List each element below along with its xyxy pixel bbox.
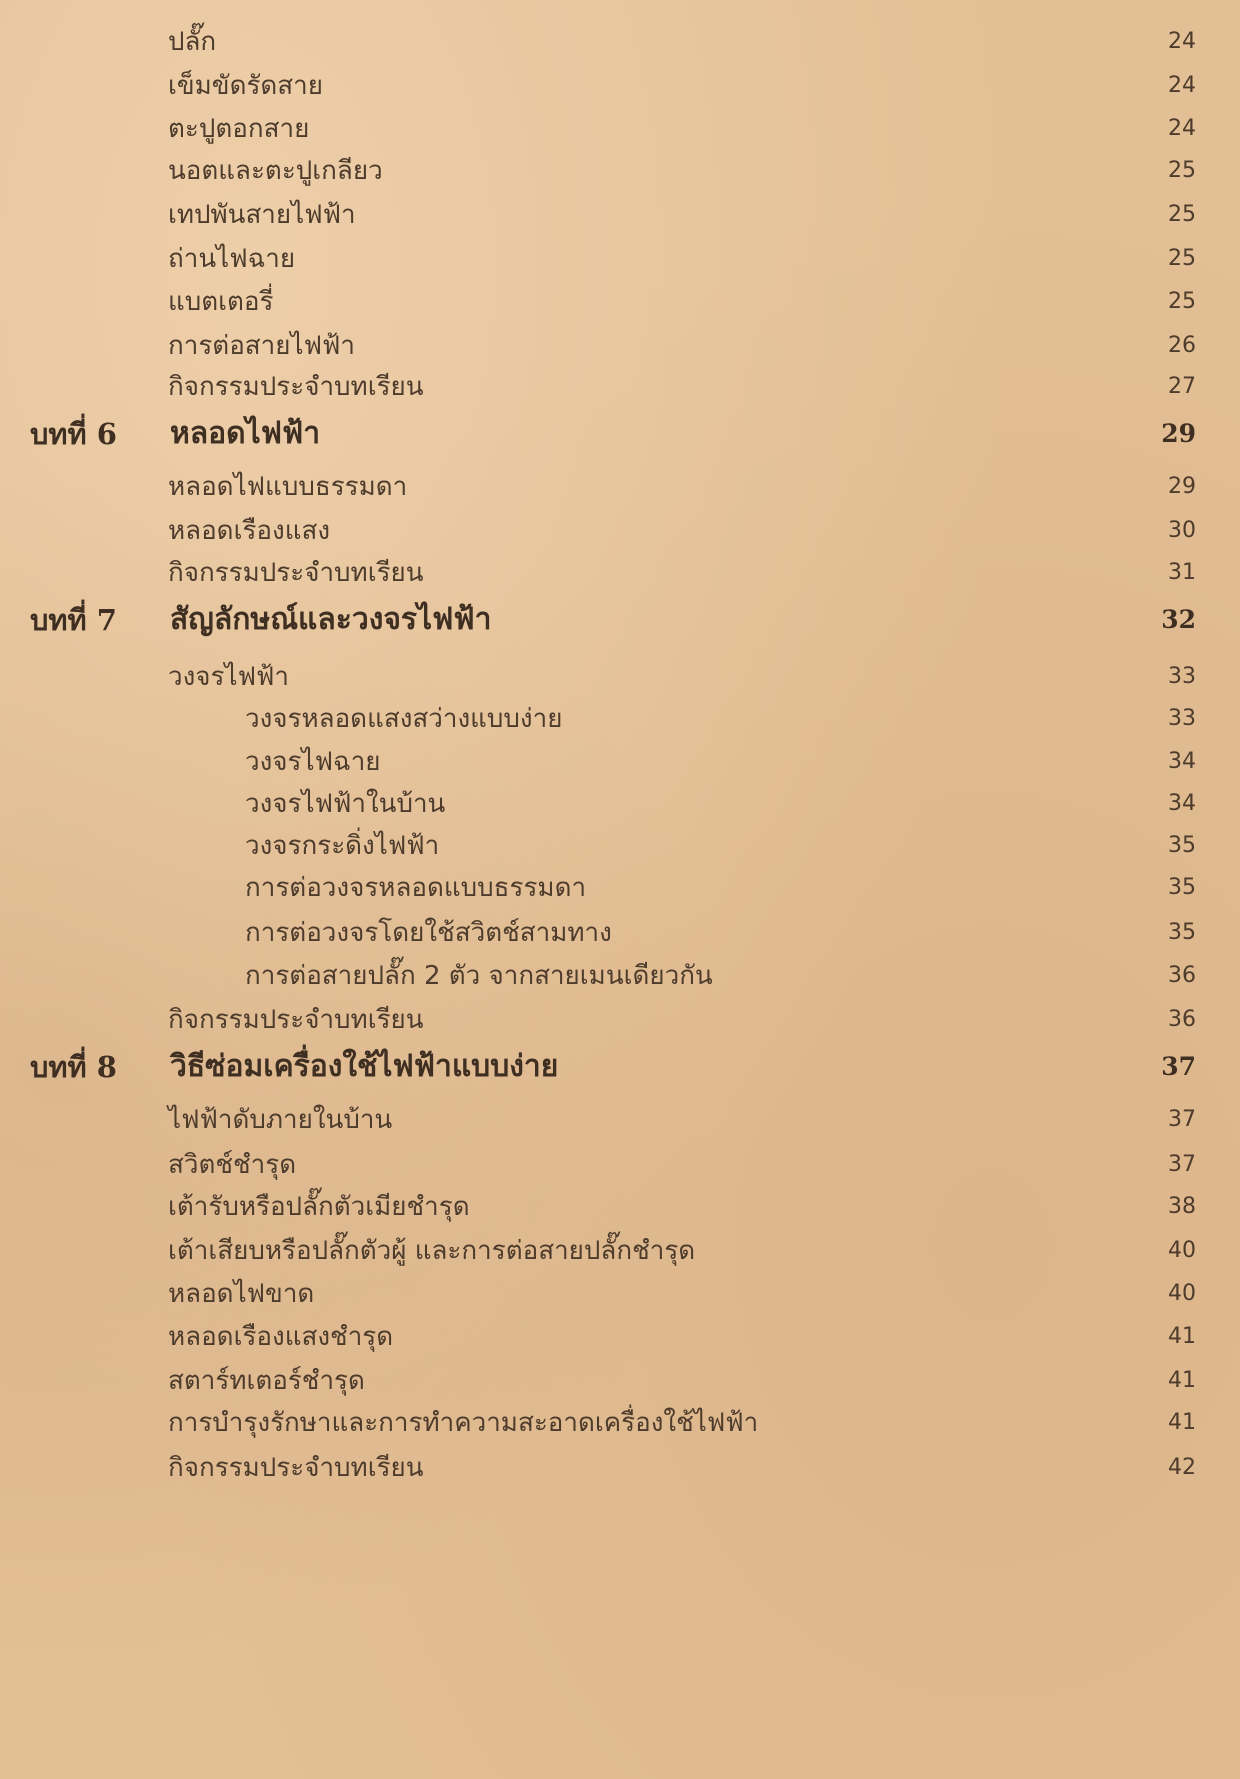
entry-title: ไฟฟ้าดับภายในบ้าน [168, 1105, 393, 1135]
toc-entry-row [0, 824, 1240, 868]
page-number: 24 [1168, 73, 1196, 98]
entry-title: หลอดไฟแบบธรรมดา [168, 472, 408, 502]
entry-title: การต่อสายปลั๊ก 2 ตัว จากสายเมนเดียวกัน [245, 961, 713, 991]
entry-title: เข็มขัดรัดสาย [168, 71, 324, 101]
toc-entry-row [0, 655, 1240, 699]
page-number: 42 [1168, 1455, 1196, 1480]
entry-title: การต่อสายไฟฟ้า [168, 331, 356, 361]
toc-entry-row [0, 64, 1240, 108]
toc-entry-row [0, 1098, 1240, 1142]
page-number: 29 [1168, 474, 1196, 499]
page-number: 41 [1168, 1368, 1196, 1393]
page-number: 33 [1168, 706, 1196, 731]
page-number: 36 [1168, 1007, 1196, 1032]
page-number: 25 [1168, 289, 1196, 314]
toc-entry-row [0, 465, 1240, 509]
page-number: 30 [1168, 518, 1196, 543]
toc-entry-row [0, 280, 1240, 324]
chapter-row [0, 1042, 1240, 1086]
entry-title: นอตและตะปูเกลียว [168, 156, 383, 186]
toc-entry-row [0, 998, 1240, 1042]
entry-title: กิจกรรมประจำบทเรียน [168, 1005, 424, 1035]
entry-title: แบตเตอรี่ [168, 287, 274, 317]
entry-title: ปลั๊ก [168, 27, 217, 57]
page-number: 25 [1168, 202, 1196, 227]
chapter-title: สัญลักษณ์และวงจรไฟฟ้า [170, 602, 492, 637]
toc-entry-row [0, 954, 1240, 998]
page-number: 41 [1168, 1324, 1196, 1349]
chapter-row [0, 595, 1240, 639]
entry-title: เทปพันสายไฟฟ้า [168, 200, 356, 230]
page-number: 29 [1161, 419, 1196, 448]
toc-entry-row [0, 1143, 1240, 1187]
chapter-title: วิธีซ่อมเครื่องใช้ไฟฟ้าแบบง่าย [170, 1049, 559, 1084]
entry-title: ตะปูตอกสาย [168, 114, 310, 144]
toc-entry-row [0, 911, 1240, 955]
chapter-title: หลอดไฟฟ้า [170, 416, 321, 451]
toc-entry-row [0, 866, 1240, 910]
page-number: 35 [1168, 920, 1196, 945]
page-number: 41 [1168, 1410, 1196, 1435]
page-number: 24 [1168, 116, 1196, 141]
entry-title: หลอดเรืองแสงชำรุด [168, 1322, 394, 1352]
toc-entry-row [0, 20, 1240, 64]
chapter-label: บทที่ 6 [30, 417, 117, 451]
page-number: 38 [1168, 1194, 1196, 1219]
page-number: 37 [1161, 1052, 1196, 1081]
toc-entry-row [0, 1401, 1240, 1445]
toc-entry-row [0, 782, 1240, 826]
entry-title: การต่อวงจรหลอดแบบธรรมดา [245, 873, 587, 903]
entry-title: สวิตช์ชำรุด [168, 1150, 297, 1180]
toc-entry-row [0, 237, 1240, 281]
page-number: 25 [1168, 246, 1196, 271]
toc-entry-row [0, 1185, 1240, 1229]
page-number: 25 [1168, 158, 1196, 183]
page-number: 33 [1168, 664, 1196, 689]
page-number: 36 [1168, 963, 1196, 988]
toc-entry-row [0, 324, 1240, 368]
entry-title: วงจรกระดิ่งไฟฟ้า [245, 831, 440, 861]
entry-title: กิจกรรมประจำบทเรียน [168, 372, 424, 402]
page-number: 31 [1168, 560, 1196, 585]
entry-title: หลอดไฟขาด [168, 1279, 315, 1309]
toc-entry-row [0, 551, 1240, 595]
toc-entry-row [0, 107, 1240, 151]
chapter-label: บทที่ 7 [30, 603, 117, 637]
page-number: 26 [1168, 333, 1196, 358]
entry-title: เต้าเสียบหรือปลั๊กตัวผู้ และการต่อสายปลั๊กชำรุด [168, 1236, 696, 1266]
page-number: 34 [1168, 749, 1196, 774]
page-number: 35 [1168, 875, 1196, 900]
entry-title: กิจกรรมประจำบทเรียน [168, 1453, 424, 1483]
toc-entry-row [0, 1272, 1240, 1316]
entry-title: วงจรไฟฟ้าในบ้าน [245, 789, 446, 819]
entry-title: วงจรหลอดแสงสว่างแบบง่าย [245, 704, 563, 734]
toc-entry-row [0, 509, 1240, 553]
entry-title: หลอดเรืองแสง [168, 516, 331, 546]
toc-entry-row [0, 149, 1240, 193]
toc-entry-row [0, 1229, 1240, 1273]
page-number: 37 [1168, 1107, 1196, 1132]
toc-entry-row [0, 740, 1240, 784]
chapter-label: บทที่ 8 [30, 1050, 117, 1084]
chapter-row [0, 409, 1240, 453]
page-number: 37 [1168, 1152, 1196, 1177]
page-number: 40 [1168, 1238, 1196, 1263]
toc-entry-row [0, 365, 1240, 409]
page-number: 32 [1161, 605, 1196, 634]
page-number: 34 [1168, 791, 1196, 816]
page-number: 24 [1168, 29, 1196, 54]
toc-entry-row [0, 1315, 1240, 1359]
entry-title: สตาร์ทเตอร์ชำรุด [168, 1366, 365, 1396]
entry-title: เต้ารับหรือปลั๊กตัวเมียชำรุด [168, 1192, 470, 1222]
entry-title: วงจรไฟฉาย [245, 747, 381, 777]
toc-entry-row [0, 1446, 1240, 1490]
page-number: 40 [1168, 1281, 1196, 1306]
toc-entry-row [0, 193, 1240, 237]
page-number: 35 [1168, 833, 1196, 858]
entry-title: กิจกรรมประจำบทเรียน [168, 558, 424, 588]
entry-title: ถ่านไฟฉาย [168, 244, 296, 274]
entry-title: วงจรไฟฟ้า [168, 662, 289, 692]
entry-title: การบำรุงรักษาและการทำความสะอาดเครื่องใช้ไฟฟ้า [168, 1408, 759, 1438]
toc-entry-row [0, 697, 1240, 741]
entry-title: การต่อวงจรโดยใช้สวิตช์สามทาง [245, 918, 612, 948]
toc-entry-row [0, 1359, 1240, 1403]
page-number: 27 [1168, 374, 1196, 399]
